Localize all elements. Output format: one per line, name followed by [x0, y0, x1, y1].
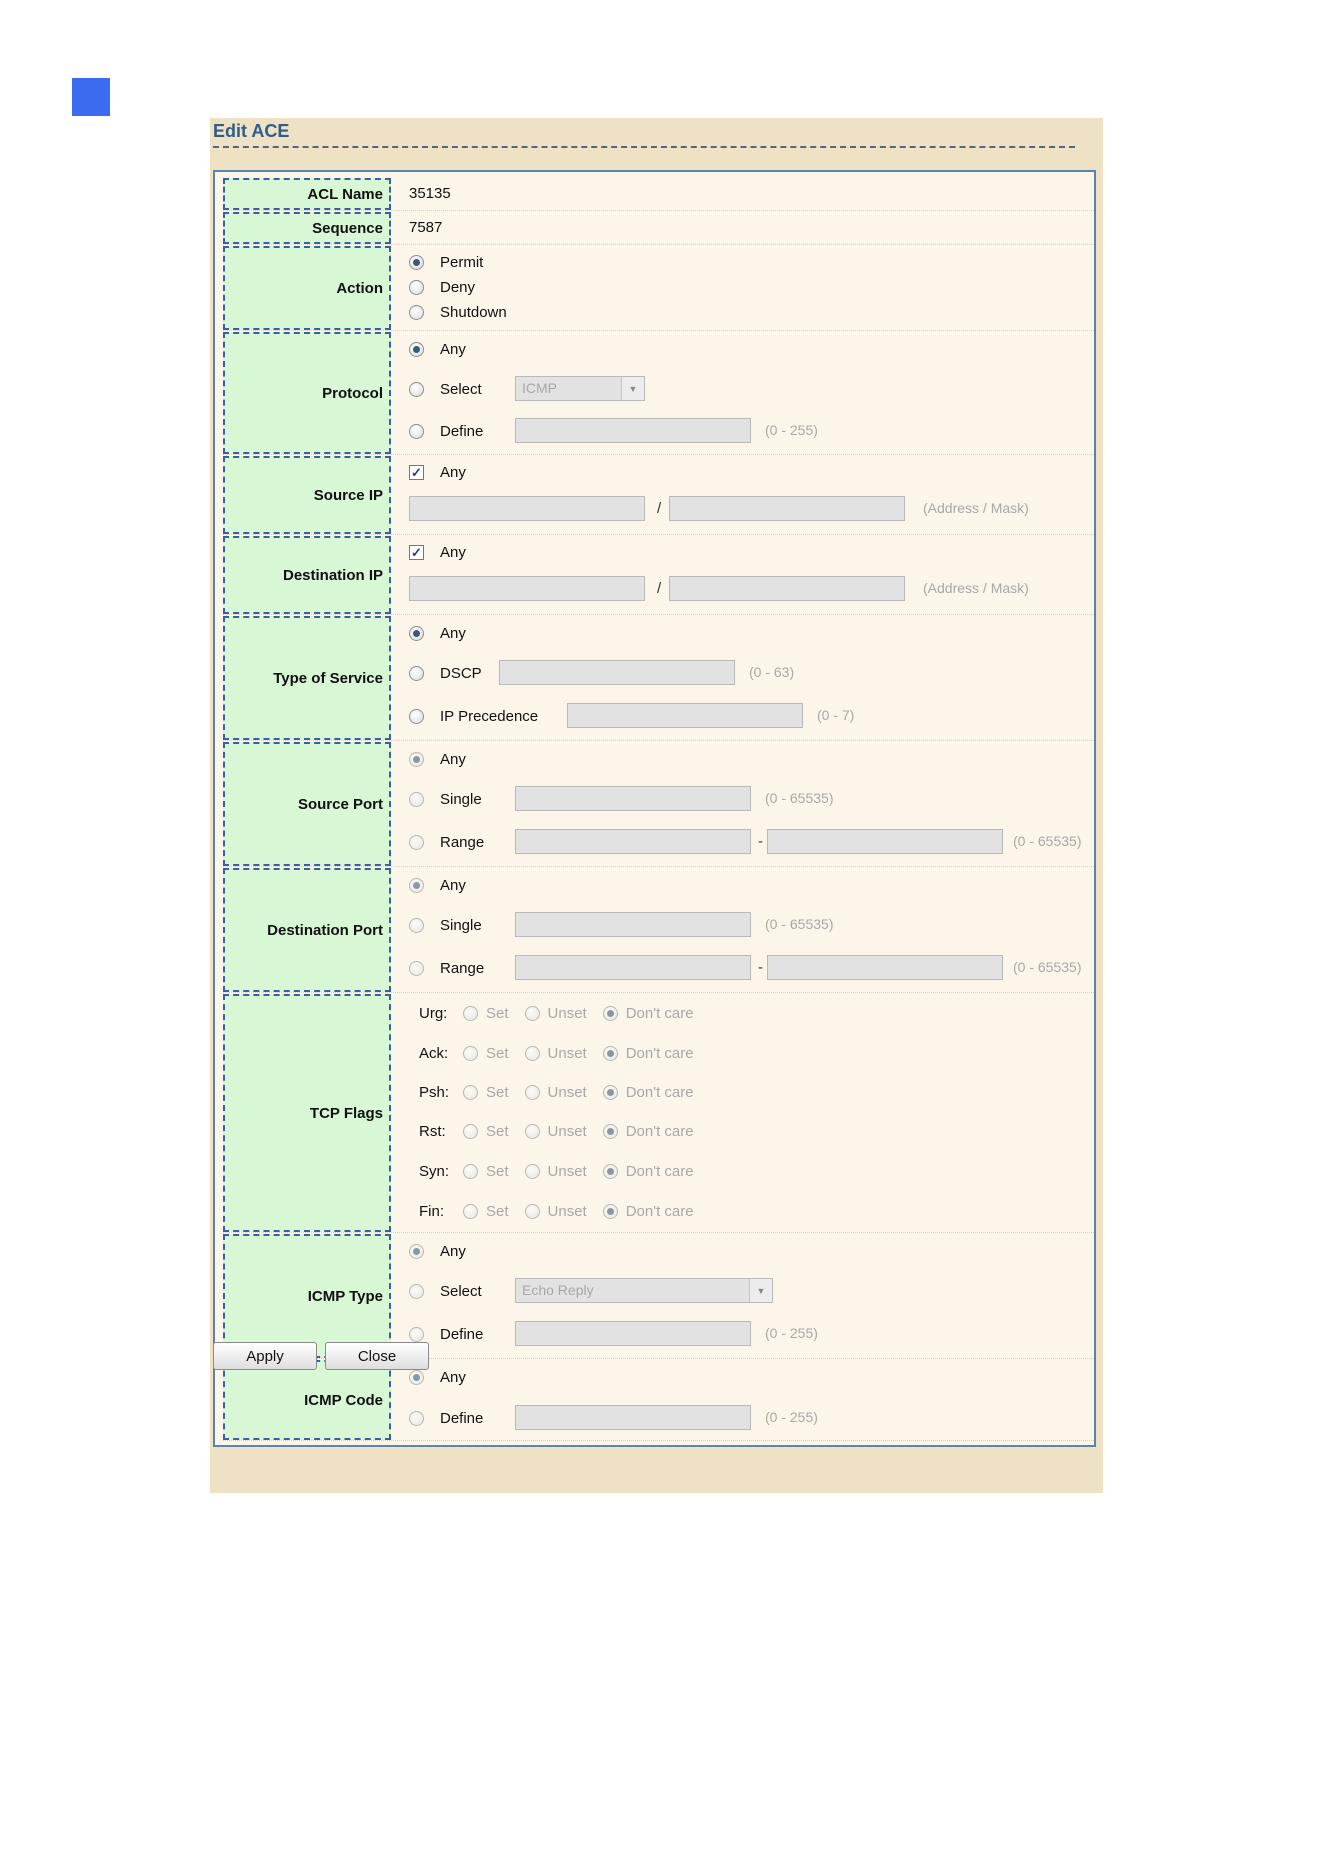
- flag-dont-care-radio[interactable]: [603, 1124, 618, 1139]
- tcp-flag-syn: [419, 1160, 710, 1182]
- source-port-range-radio[interactable]: [409, 835, 424, 850]
- icmp-code-any-label: Any: [440, 1368, 466, 1386]
- destination-port-range-dash: -: [758, 959, 763, 976]
- action-permit-option[interactable]: [409, 251, 483, 273]
- protocol-define-option[interactable]: [409, 420, 483, 442]
- flag-set-label: Set: [486, 1044, 509, 1062]
- tcp-flag-ack: [419, 1042, 710, 1064]
- shutdown-radio[interactable]: [409, 305, 424, 320]
- destination-ip-mask-input[interactable]: [669, 576, 905, 601]
- flag-dont-care-label: Don't care: [625, 1162, 694, 1180]
- flag-unset-label: Unset: [547, 1202, 587, 1220]
- flag-set-label: Set: [486, 1202, 509, 1220]
- destination-ip-any-checkbox[interactable]: ✓: [409, 545, 424, 560]
- source-port-any-radio[interactable]: [409, 752, 424, 767]
- flag-dont-care-label: Don't care: [625, 1122, 694, 1140]
- source-port-range-hint: (0 - 65535): [1013, 833, 1082, 849]
- flag-set-label: Set: [486, 1004, 509, 1022]
- icmp-type-row: [223, 1234, 1094, 1359]
- icmp-type-select-option[interactable]: [409, 1280, 482, 1302]
- flag-dont-care-radio[interactable]: [603, 1164, 618, 1179]
- source-port-range-label: Range: [440, 833, 485, 851]
- source-port-range-start-input[interactable]: [515, 829, 751, 854]
- protocol-select-value: ICMP: [522, 380, 557, 396]
- flag-set-label: Set: [486, 1122, 509, 1140]
- icmp-code-define-option[interactable]: [409, 1407, 483, 1429]
- flag-unset-label: Unset: [547, 1162, 587, 1180]
- tos-dscp-input[interactable]: [499, 660, 735, 685]
- flag-name: Fin:: [419, 1202, 445, 1220]
- destination-ip-slash: /: [657, 580, 662, 597]
- action-shutdown-option[interactable]: [409, 301, 507, 323]
- destination-ip-any-label: Any: [440, 543, 466, 561]
- destination-port-single-label: Single: [440, 916, 482, 934]
- protocol-select-label: Select: [440, 380, 482, 398]
- flag-set-radio[interactable]: [463, 1006, 478, 1021]
- destination-ip-address-input[interactable]: [409, 576, 645, 601]
- icmp-type-select-radio[interactable]: [409, 1284, 424, 1299]
- action-row: [223, 246, 1094, 331]
- flag-name: Ack:: [419, 1044, 449, 1062]
- destination-port-single-radio[interactable]: [409, 918, 424, 933]
- flag-set-label: Set: [486, 1162, 509, 1180]
- icmp-code-define-range: (0 - 255): [765, 1409, 818, 1425]
- protocol-define-label: Define: [440, 422, 484, 440]
- flag-dont-care-radio[interactable]: [603, 1006, 618, 1021]
- destination-port-any-label: Any: [440, 876, 466, 894]
- protocol-define-range: (0 - 255): [765, 422, 818, 438]
- destination-ip-label: Destination IP: [223, 536, 391, 614]
- sequence-label: Sequence: [223, 212, 391, 244]
- tos-any-label: Any: [440, 624, 466, 642]
- protocol-any-label: Any: [440, 340, 466, 358]
- deny-radio[interactable]: [409, 280, 424, 295]
- source-ip-any-label: Any: [440, 463, 466, 481]
- icmp-type-define-radio[interactable]: [409, 1327, 424, 1342]
- flag-unset-radio[interactable]: [525, 1006, 540, 1021]
- flag-set-label: Set: [486, 1083, 509, 1101]
- destination-port-range-label: Range: [440, 959, 485, 977]
- flag-name: Urg:: [419, 1004, 448, 1022]
- action-deny-option[interactable]: [409, 276, 475, 298]
- source-ip-hint: (Address / Mask): [923, 500, 1029, 516]
- protocol-select-option[interactable]: [409, 378, 482, 400]
- edit-ace-panel: [210, 118, 1103, 1493]
- acl-name-label: ACL Name: [223, 178, 391, 210]
- close-button[interactable]: Close: [325, 1342, 429, 1370]
- acl-name-row: [223, 178, 1094, 211]
- flag-unset-radio[interactable]: [525, 1204, 540, 1219]
- destination-port-range-radio[interactable]: [409, 961, 424, 976]
- action-label: Action: [223, 246, 391, 330]
- flag-dont-care-radio[interactable]: [603, 1085, 618, 1100]
- edit-ace-form: [213, 170, 1096, 1447]
- icmp-type-any-label: Any: [440, 1242, 466, 1260]
- flag-unset-label: Unset: [547, 1004, 587, 1022]
- destination-port-single-range: (0 - 65535): [765, 916, 834, 932]
- flag-unset-label: Unset: [547, 1044, 587, 1062]
- apply-button[interactable]: Apply: [213, 1342, 317, 1370]
- protocol-row: [223, 332, 1094, 455]
- protocol-label: Protocol: [223, 332, 391, 454]
- chevron-down-icon: ▼: [621, 377, 644, 400]
- destination-port-any-radio[interactable]: [409, 878, 424, 893]
- source-ip-any-option[interactable]: [409, 461, 466, 483]
- sequence-value: 7587: [409, 219, 443, 236]
- flag-unset-radio[interactable]: [525, 1124, 540, 1139]
- flag-dont-care-label: Don't care: [625, 1044, 694, 1062]
- source-ip-address-input[interactable]: [409, 496, 645, 521]
- source-ip-mask-input[interactable]: [669, 496, 905, 521]
- icmp-code-define-label: Define: [440, 1409, 484, 1427]
- tos-ip-precedence-option[interactable]: [409, 705, 538, 727]
- icmp-type-define-label: Define: [440, 1325, 484, 1343]
- destination-port-range-end-input[interactable]: [767, 955, 1003, 980]
- flag-set-radio[interactable]: [463, 1204, 478, 1219]
- tos-ip-precedence-radio[interactable]: [409, 709, 424, 724]
- source-port-any-option[interactable]: [409, 748, 466, 770]
- type-of-service-row: [223, 616, 1094, 741]
- icmp-type-select-dropdown[interactable]: [515, 1278, 773, 1303]
- tos-ip-precedence-range: (0 - 7): [817, 707, 855, 723]
- destination-port-range-option[interactable]: [409, 957, 484, 979]
- flag-dont-care-label: Don't care: [625, 1004, 694, 1022]
- tcp-flag-fin: [419, 1200, 710, 1222]
- flag-name: Rst:: [419, 1122, 446, 1140]
- title-divider: [213, 146, 1075, 148]
- tcp-flag-psh: [419, 1081, 710, 1103]
- destination-ip-row: [223, 536, 1094, 615]
- tos-dscp-label: DSCP: [440, 664, 482, 682]
- flag-unset-label: Unset: [547, 1083, 587, 1101]
- flag-dont-care-label: Don't care: [625, 1202, 694, 1220]
- flag-name: Syn:: [419, 1162, 450, 1180]
- flag-dont-care-label: Don't care: [625, 1083, 694, 1101]
- destination-ip-hint: (Address / Mask): [923, 580, 1029, 596]
- icmp-code-any-radio[interactable]: [409, 1370, 424, 1385]
- source-port-single-range: (0 - 65535): [765, 790, 834, 806]
- source-ip-label: Source IP: [223, 456, 391, 534]
- destination-port-single-option[interactable]: [409, 914, 482, 936]
- icmp-type-define-range: (0 - 255): [765, 1325, 818, 1341]
- flag-unset-radio[interactable]: [525, 1085, 540, 1100]
- acl-name-value: 35135: [409, 185, 451, 202]
- flag-dont-care-radio[interactable]: [603, 1204, 618, 1219]
- tos-any-radio[interactable]: [409, 626, 424, 641]
- flag-unset-radio[interactable]: [525, 1046, 540, 1061]
- permit-radio[interactable]: [409, 255, 424, 270]
- protocol-select-radio[interactable]: [409, 382, 424, 397]
- source-port-label: Source Port: [223, 742, 391, 866]
- destination-port-label: Destination Port: [223, 868, 391, 992]
- source-ip-slash: /: [657, 500, 662, 517]
- destination-port-single-input[interactable]: [515, 912, 751, 937]
- blue-marker-square: [72, 78, 110, 116]
- tos-ip-precedence-label: IP Precedence: [440, 707, 539, 725]
- panel-title: Edit ACE: [213, 121, 290, 141]
- icmp-code-define-input[interactable]: [515, 1405, 751, 1430]
- flag-set-radio[interactable]: [463, 1085, 478, 1100]
- protocol-any-radio[interactable]: [409, 342, 424, 357]
- flag-name: Psh:: [419, 1083, 450, 1101]
- tcp-flag-urg: [419, 1002, 710, 1024]
- protocol-select-dropdown[interactable]: [515, 376, 645, 401]
- tos-ip-precedence-input[interactable]: [567, 703, 803, 728]
- type-of-service-label: Type of Service: [223, 616, 391, 740]
- tos-dscp-radio[interactable]: [409, 666, 424, 681]
- flag-set-radio[interactable]: [463, 1046, 478, 1061]
- chevron-down-icon: ▼: [749, 1279, 772, 1302]
- source-port-range-dash: -: [758, 833, 763, 850]
- tcp-flag-rst: [419, 1120, 710, 1142]
- protocol-any-option[interactable]: [409, 338, 466, 360]
- icmp-type-select-value: Echo Reply: [522, 1282, 594, 1298]
- source-ip-row: [223, 456, 1094, 535]
- source-port-row: [223, 742, 1094, 867]
- icmp-type-label: ICMP Type: [223, 1234, 391, 1358]
- destination-ip-any-option[interactable]: [409, 541, 466, 563]
- flag-set-radio[interactable]: [463, 1124, 478, 1139]
- destination-port-range-start-input[interactable]: [515, 955, 751, 980]
- sequence-row: [223, 212, 1094, 245]
- protocol-define-input[interactable]: [515, 418, 751, 443]
- source-port-any-label: Any: [440, 750, 466, 768]
- tcp-flags-label: TCP Flags: [223, 994, 391, 1232]
- icmp-type-select-label: Select: [440, 1282, 482, 1300]
- protocol-define-radio[interactable]: [409, 424, 424, 439]
- shutdown-label: Shutdown: [440, 303, 507, 321]
- flag-dont-care-radio[interactable]: [603, 1046, 618, 1061]
- deny-label: Deny: [440, 278, 476, 296]
- flag-unset-radio[interactable]: [525, 1164, 540, 1179]
- icmp-code-define-radio[interactable]: [409, 1411, 424, 1426]
- destination-port-row: [223, 868, 1094, 993]
- destination-port-range-hint: (0 - 65535): [1013, 959, 1082, 975]
- flag-set-radio[interactable]: [463, 1164, 478, 1179]
- icmp-type-any-radio[interactable]: [409, 1244, 424, 1259]
- source-port-single-radio[interactable]: [409, 792, 424, 807]
- source-port-single-input[interactable]: [515, 786, 751, 811]
- tcp-flags-row: [223, 994, 1094, 1233]
- tos-dscp-option[interactable]: [409, 662, 482, 684]
- source-port-single-label: Single: [440, 790, 482, 808]
- flag-unset-label: Unset: [547, 1122, 587, 1140]
- icmp-code-row: [223, 1360, 1094, 1441]
- tos-any-option[interactable]: [409, 622, 466, 644]
- source-port-range-option[interactable]: [409, 831, 484, 853]
- icmp-type-define-input[interactable]: [515, 1321, 751, 1346]
- source-ip-any-checkbox[interactable]: ✓: [409, 465, 424, 480]
- icmp-type-any-option[interactable]: [409, 1240, 466, 1262]
- icmp-code-label: ICMP Code: [223, 1360, 391, 1440]
- source-port-single-option[interactable]: [409, 788, 482, 810]
- permit-label: Permit: [440, 253, 484, 271]
- tos-dscp-range: (0 - 63): [749, 664, 795, 680]
- source-port-range-end-input[interactable]: [767, 829, 1003, 854]
- destination-port-any-option[interactable]: [409, 874, 466, 896]
